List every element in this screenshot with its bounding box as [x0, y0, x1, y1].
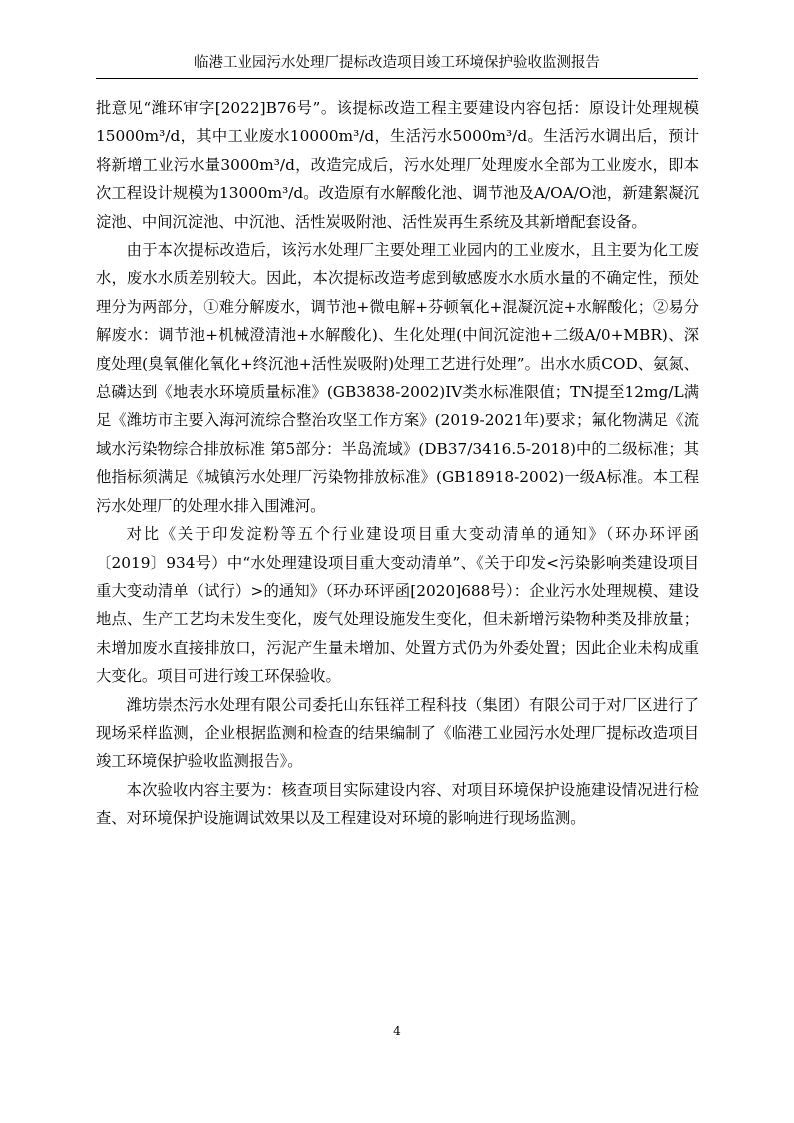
page-header [96, 50, 698, 79]
paragraph-acceptance-scope: 本次验收内容主要为：核查项目实际建设内容、对项目环境保护设施建设情况进行检查、对环境保护设施调试效果以及工程建设对环境的影响进行现场监测。 [96, 780, 699, 828]
page-number: 4 [393, 1024, 401, 1038]
paragraph-monitoring-commission: 潍坊崇杰污水处理有限公司委托山东钰祥工程科技（集团）有限公司于对厂区进行了现场采样监测，企业根据监测和检查的结果编制了《临港工业园污水处理厂提标改造项目竣工环境保护验收监测报告》。 [96, 695, 699, 771]
paragraph-treatment-process: 由于本次提标改造后，该污水处理厂主要处理工业园内的工业废水，且主要为化工废水，废水水质差别较大。因此，本次提标改造考虑到敏感废水水质水量的不确定性，预处理分为两部分，①难分解废水，调节池+微电解+芬顿氧化+混凝沉淀+水解酸化；②易分解废水：调节池+机械澄清池+水解酸化)、生化处理(中间沉淀池+二级A/0+MBR)、深度处理(臭氧催化氧化+终沉池+活性炭吸附)处理工艺进行处理”。出水水质COD、氨氮、总磷达到《地表水环境质量标准》(GB3838-2002)IV类水标准限值；TN提至12mg/L满足《潍坊市主要入海河流综合整治攻坚工作方案》(2019-2021年)要求；氟化物满足《流域水污染物综合排放标准 第5部分：半岛流域》(DB37/3416.5-2018)中的二级标准；其他指标须满足《城镇污水处理厂污染物排放标准》(GB18918-2002)一级A标准。本工程污水处理厂的处理水排入围滩河。 [96, 241, 699, 515]
document-body [96, 94, 699, 833]
report-title: 临港工业园污水处理厂提标改造项目竣工环境保护验收监测报告 [194, 55, 600, 71]
paragraph-approval-continuation: 批意见“潍环审字[2022]B76号”。该提标改造工程主要建设内容包括：原设计处理规模15000m³/d，其中工业废水10000m³/d，生活污水5000m³/d。生活污水调出后，预计将新增工业污水量3000m³/d，改造完成后，污水处理厂处理废水全部为工业废水，即本次工程设计规模为13000m³/d。改造原有水解酸化池、调节池及A/OA/O池，新建絮凝沉淀池、中间沉淀池、中沉池、活性炭吸附池、活性炭再生系统及其新增配套设备。 [96, 99, 699, 231]
paragraph-change-assessment: 对比《关于印发淀粉等五个行业建设项目重大变动清单的通知》（环办环评函〔2019〕934号）中“水处理建设项目重大变动清单”、《关于印发<污染影响类建设项目重大变动清单（试行）>的通知》（环办环评函[2020]688号）：企业污水处理规模、建设地点、生产工艺均未发生变化，废气处理设施发生变化，但未新增污染物种类及排放量；未增加废水直接排放口，污泥产生量未增加、处置方式仍为外委处置；因此企业未构成重大变化。项目可进行竣工环保验收。 [96, 525, 699, 686]
